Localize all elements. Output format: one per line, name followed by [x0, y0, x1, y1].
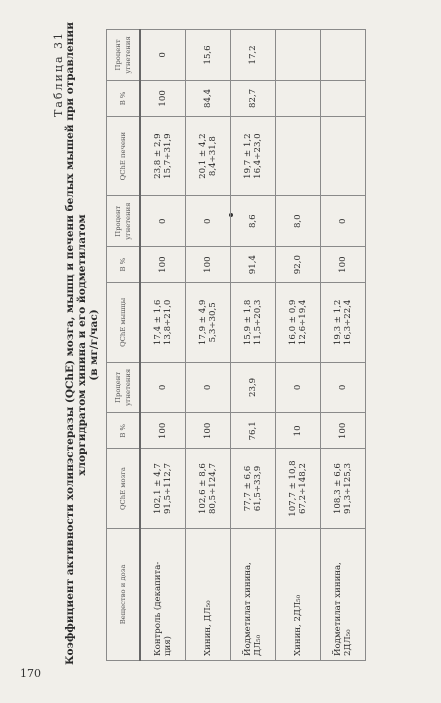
- cell-line: Хинин, ДЛ₅₀: [203, 600, 213, 656]
- brain-percent-cell: 100: [186, 413, 231, 449]
- muscle-inhibition-cell: 0: [140, 196, 186, 247]
- muscle-qche-cell: [186, 283, 231, 362]
- cell-line: 16,3÷22,4: [343, 299, 353, 346]
- brain-inhibition-cell: 23,9: [231, 362, 276, 413]
- brain-qche-cell: [276, 449, 321, 528]
- brain-percent-cell: 10: [276, 413, 321, 449]
- muscle-inhibition-cell: 8,0: [276, 196, 321, 247]
- cell-line: ция): [163, 635, 173, 656]
- page-number: 170: [20, 667, 41, 680]
- column-header: Процент угнетения: [107, 30, 141, 81]
- cell-line: 19,3 ± 1,2: [333, 299, 343, 346]
- cell-line: 107,7 ± 10,8: [288, 460, 298, 517]
- column-header: Вещество и доза: [107, 528, 141, 660]
- column-header: QChE печени: [107, 116, 141, 195]
- muscle-qche-cell: [231, 283, 276, 362]
- column-header: QChE мозга: [107, 449, 141, 528]
- cell-line: 5,3÷30,5: [208, 302, 218, 343]
- cell-line: ДЛ₅₀: [253, 634, 263, 656]
- column-header: В %: [107, 413, 141, 449]
- cell-line: 15,9 ± 1,8: [243, 299, 253, 346]
- cell-line: 77,7 ± 6,6: [243, 465, 253, 512]
- liver-percent-cell: [321, 80, 366, 116]
- cell-line: 23,8 ± 2,9: [153, 133, 163, 179]
- brain-inhibition-cell: 0: [186, 362, 231, 413]
- muscle-percent-cell: 92,0: [276, 247, 321, 283]
- brain-percent-cell: 100: [140, 413, 186, 449]
- column-header: В %: [107, 80, 141, 116]
- substance-cell: [140, 528, 186, 660]
- liver-qche-cell: [321, 116, 366, 195]
- table-caption: [64, 22, 100, 665]
- table-row: [276, 30, 321, 661]
- liver-qche-cell: [231, 116, 276, 195]
- liver-percent-cell: 84,4: [186, 80, 231, 116]
- cell-line: 17,4 ± 1,6: [153, 299, 163, 346]
- cell-line: 13,8÷21,0: [163, 299, 173, 346]
- substance-cell: [276, 528, 321, 660]
- caption-line: хлоргидратом хинина и его йодметилатом: [76, 214, 88, 476]
- muscle-percent-cell: 100: [140, 247, 186, 283]
- cell-line: 16,0 ± 0,9: [288, 299, 298, 346]
- muscle-percent-cell: 100: [321, 247, 366, 283]
- table-row: [231, 30, 276, 661]
- cell-line: 19,7 ± 1,2: [243, 133, 253, 179]
- cell-line: 102,6 ± 8,6: [198, 463, 208, 515]
- table-row: [186, 30, 231, 661]
- muscle-qche-cell: [276, 283, 321, 362]
- muscle-inhibition-cell: 0: [321, 196, 366, 247]
- table-label: Таблица 31: [52, 31, 65, 117]
- liver-inhibition-cell: [321, 30, 366, 81]
- column-header: В %: [107, 247, 141, 283]
- caption-line: (в мг/г/час): [88, 309, 100, 381]
- caption-line: Коэффициент активности холинэстеразы (QChE) мозга, мышц и печени белых мышей при отравлении: [64, 22, 76, 665]
- cell-line: 108,3 ± 6,6: [333, 463, 343, 515]
- header-row: [107, 30, 141, 661]
- liver-qche-cell: [186, 116, 231, 195]
- cell-line: 16,4÷23,0: [253, 133, 263, 179]
- cell-line: Йодметилат хинина,: [333, 562, 343, 656]
- cell-line: 102,1 ± 4,7: [153, 463, 163, 515]
- liver-percent-cell: 82,7: [231, 80, 276, 116]
- brain-percent-cell: 100: [321, 413, 366, 449]
- cell-line: Хинин, 2ДЛ₅₀: [293, 594, 303, 656]
- cell-line: 20,1 ± 4,2: [198, 133, 208, 179]
- liver-inhibition-cell: 15,6: [186, 30, 231, 81]
- liver-inhibition-cell: 17,2: [231, 30, 276, 81]
- cell-line: 91,3÷125,3: [343, 463, 353, 515]
- column-header: Процент угнетения: [107, 196, 141, 247]
- column-header: QChE мышцы: [107, 283, 141, 362]
- muscle-inhibition-cell: 8,6: [231, 196, 276, 247]
- brain-qche-cell: [186, 449, 231, 528]
- column-header: Процент угнетения: [107, 362, 141, 413]
- cell-line: 15,7÷31,9: [163, 133, 173, 179]
- cell-line: Йодметилат хинина,: [243, 562, 253, 656]
- muscle-qche-cell: [140, 283, 186, 362]
- liver-inhibition-cell: 0: [140, 30, 186, 81]
- substance-cell: [186, 528, 231, 660]
- cell-line: 17,9 ± 4,9: [198, 299, 208, 346]
- table-row: [321, 30, 366, 661]
- substance-cell: [321, 528, 366, 660]
- liver-qche-cell: [276, 116, 321, 195]
- cell-line: Контроль (декапита-: [153, 561, 163, 656]
- muscle-inhibition-cell: 0: [186, 196, 231, 247]
- brain-inhibition-cell: 0: [321, 362, 366, 413]
- liver-percent-cell: [276, 80, 321, 116]
- muscle-percent-cell: 100: [186, 247, 231, 283]
- substance-cell: [231, 528, 276, 660]
- cell-line: 61,5÷33,9: [253, 465, 263, 512]
- muscle-percent-cell: 91,4: [231, 247, 276, 283]
- cell-line: 12,6÷19,4: [298, 299, 308, 346]
- liver-inhibition-cell: [276, 30, 321, 81]
- brain-inhibition-cell: 0: [276, 362, 321, 413]
- brain-percent-cell: 76,1: [231, 413, 276, 449]
- brain-qche-cell: [231, 449, 276, 528]
- data-table: [106, 29, 366, 661]
- cell-line: 67,2÷148,2: [298, 463, 308, 515]
- liver-qche-cell: [140, 116, 186, 195]
- cell-line: 11,5÷20,3: [253, 299, 263, 346]
- brain-qche-cell: [140, 449, 186, 528]
- cell-line: 2ДЛ₅₀: [343, 629, 353, 656]
- cell-line: 91,5÷112,7: [163, 463, 173, 515]
- cell-line: 80,5÷124,7: [208, 463, 218, 515]
- rotated-table-sheet: [50, 22, 420, 665]
- brain-qche-cell: [321, 449, 366, 528]
- table-row: [140, 30, 186, 661]
- brain-inhibition-cell: 0: [140, 362, 186, 413]
- liver-percent-cell: 100: [140, 80, 186, 116]
- muscle-qche-cell: [321, 283, 366, 362]
- cell-line: 8,4÷31,8: [208, 136, 218, 177]
